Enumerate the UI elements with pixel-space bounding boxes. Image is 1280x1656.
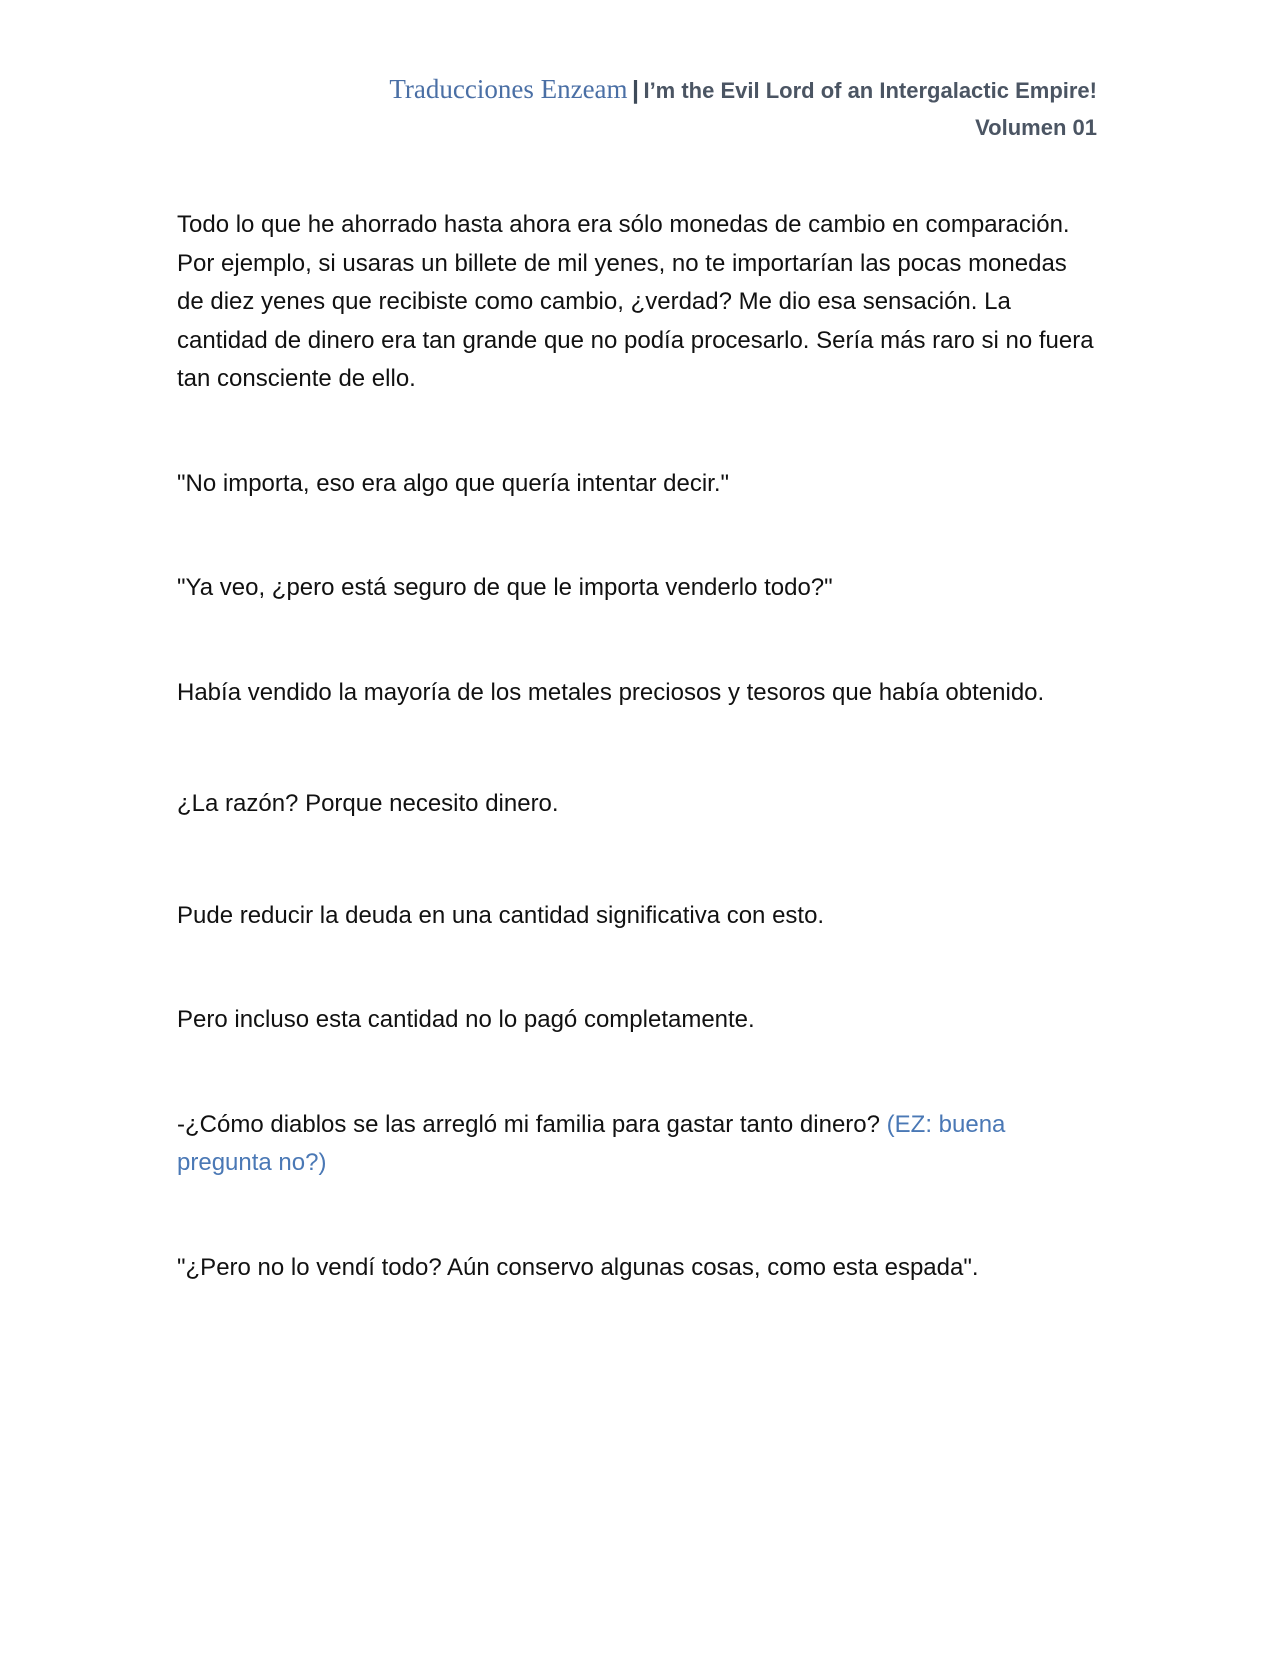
header-line xyxy=(389,72,1097,111)
paragraph-5: ¿La razón? Porque necesito dinero. xyxy=(177,790,559,817)
paragraph-1: Todo lo que he ahorrado hasta ahora era sólo monedas de cambio en comparación. Por ejemplo, si usaras un billete de mil yenes, no te importarían las pocas monedas de diez yenes que recibiste como cambio, ¿verdad? Me dio esa sensación. La cantidad de dinero era tan grande que no podía procesarlo. Sería más raro si no fuera tan consciente de ello. xyxy=(177,211,1094,392)
paragraph-8-text: -¿Cómo diablos se las arregló mi familia para gastar tanto dinero? xyxy=(177,1110,880,1138)
paragraph-4: Había vendido la mayoría de los metales preciosos y tesoros que había obtenido. xyxy=(177,678,1045,706)
paragraph-2: "No importa, eso era algo que quería intentar decir." xyxy=(177,469,730,497)
paragraph-6: Pude reducir la deuda en una cantidad significativa con esto. xyxy=(177,901,825,929)
translator-brand: Traducciones Enzeam xyxy=(389,74,628,104)
translator-note: (EZ: buena pregunta no?) xyxy=(177,1110,1006,1176)
paragraph-9: "¿Pero no lo vendí todo? Aún conservo algunas cosas, como esta espada". xyxy=(177,1253,979,1281)
page-header xyxy=(389,72,1097,145)
paragraph-8 xyxy=(177,1106,1097,1183)
document-body xyxy=(177,206,1097,1287)
paragraph-3: "Ya veo, ¿pero está seguro de que le importa venderlo todo?" xyxy=(177,574,833,601)
paragraph-7: Pero incluso esta cantidad no lo pagó completamente. xyxy=(177,1006,755,1033)
header-separator: | xyxy=(632,76,639,104)
book-title: I’m the Evil Lord of an Intergalactic Empire! xyxy=(643,78,1097,103)
volume-label: Volumen 01 xyxy=(975,115,1097,140)
